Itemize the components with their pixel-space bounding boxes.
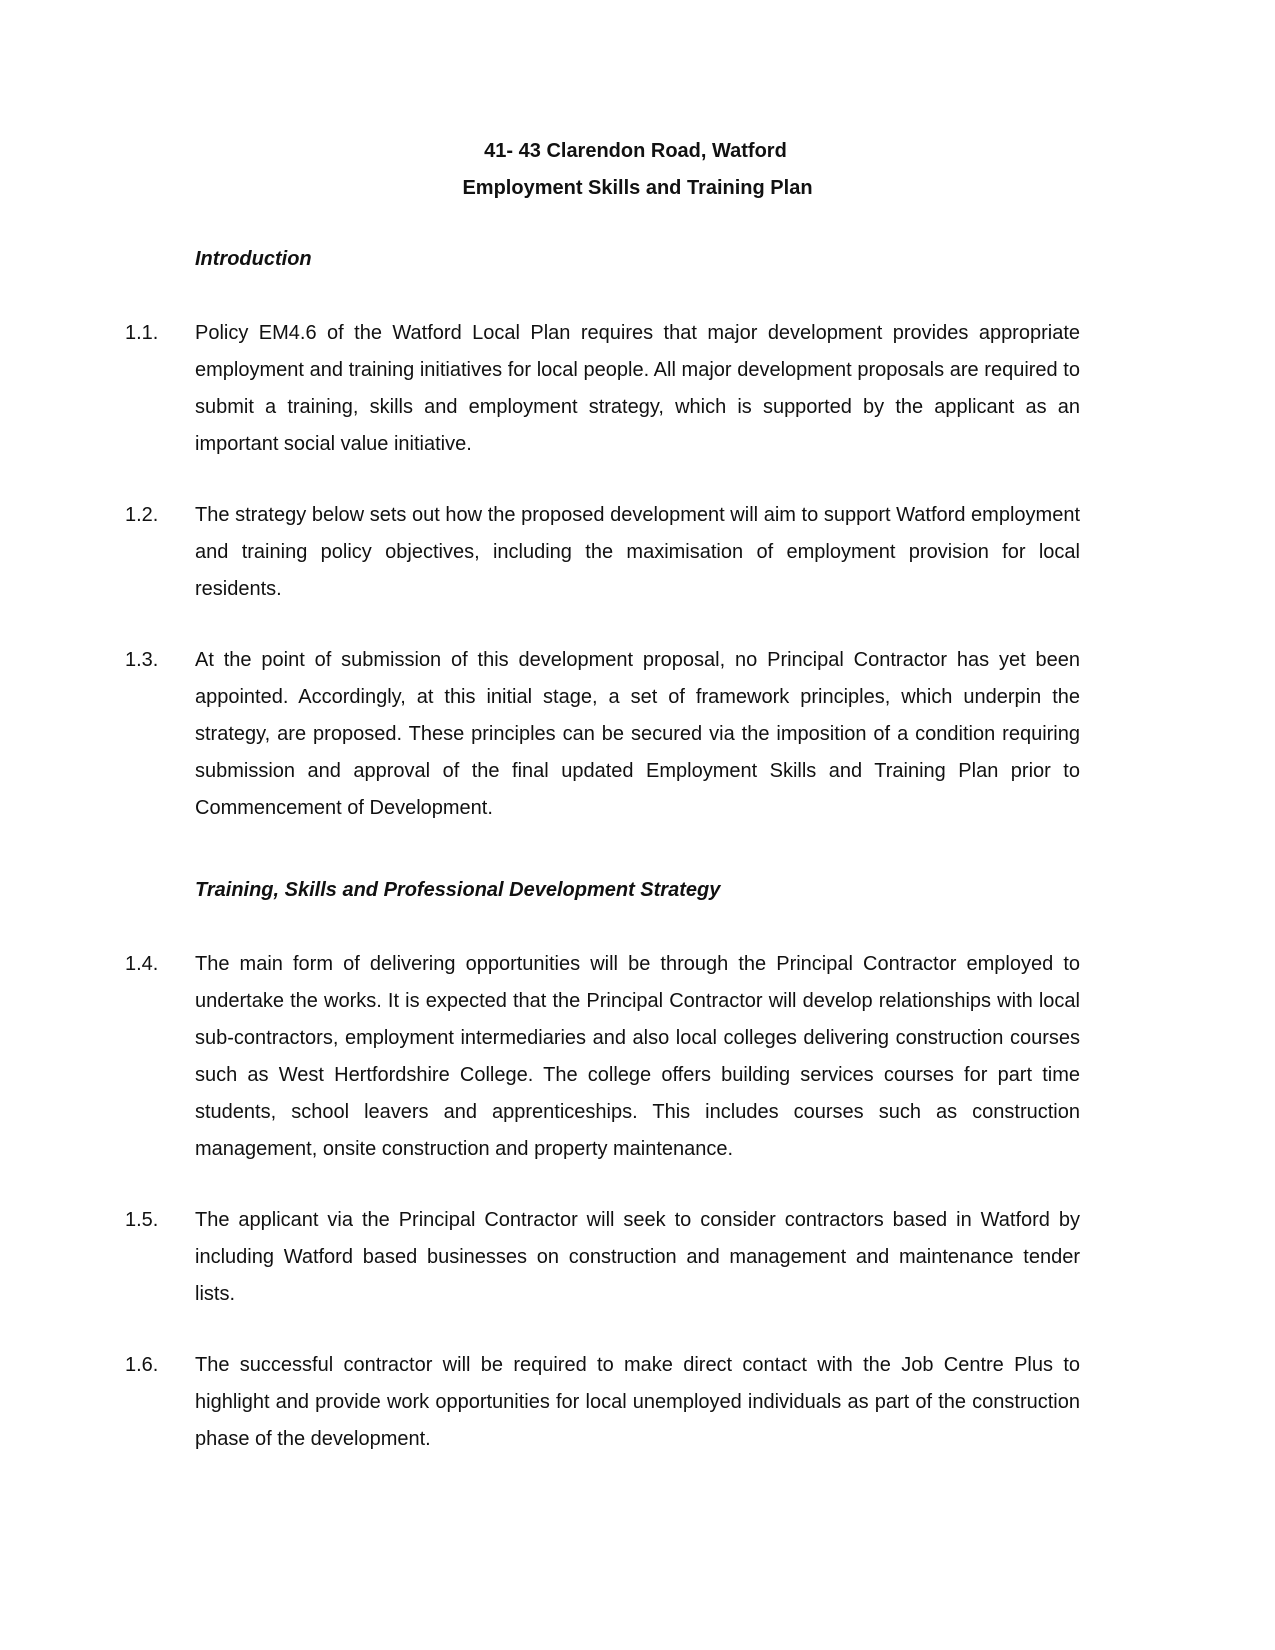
paragraph-number: 1.1. xyxy=(125,322,159,344)
paragraph-text: The successful contractor will be required to make direct contact with the Job Centre Plus to highlight and provide work opportunities for local unemployed individuals as part of the construction phase of the development. xyxy=(195,1354,1080,1450)
paragraph-number: 1.2. xyxy=(125,504,159,526)
paragraph-number: 1.4. xyxy=(125,953,159,975)
paragraph-text: The applicant via the Principal Contractor will seek to consider contractors based in Watford by including Watford based businesses on construction and management and maintenance tender lists. xyxy=(195,1209,1080,1305)
paragraph-text: The strategy below sets out how the proposed development will aim to support Watford employment and training policy objectives, including the maximisation of employment provision for local residents. xyxy=(195,504,1080,600)
paragraph-number: 1.3. xyxy=(125,649,159,671)
paragraph-text: The main form of delivering opportunities will be through the Principal Contractor employed to undertake the works. It is expected that the Principal Contractor will develop relationships with local sub-contractors, employment intermediaries and also local colleges delivering construction courses such as West Hertfordshire College. The college offers building services courses for part time students, school leavers and apprenticeships. This includes courses such as construction management, onsite construction and property maintenance. xyxy=(195,953,1080,1160)
paragraph-text: Policy EM4.6 of the Watford Local Plan requires that major development provides appropriate employment and training initiatives for local people. All major development proposals are required to submit a training, skills and employment strategy, which is supported by the applicant as an important social value initiative. xyxy=(195,322,1080,455)
paragraph-number: 1.6. xyxy=(125,1354,159,1376)
heading-training-strategy: Training, Skills and Professional Development Strategy xyxy=(195,879,721,901)
heading-introduction: Introduction xyxy=(195,248,312,270)
paragraph-text: At the point of submission of this development proposal, no Principal Contractor has yet been appointed. Accordingly, at this initial stage, a set of framework principles, which underpin the strategy, are proposed. These principles can be secured via the imposition of a condition requiring submission and approval of the final updated Employment Skills and Training Plan prior to Commencement of Development. xyxy=(195,649,1080,819)
document-title xyxy=(0,133,1275,207)
title-address: 41- 43 Clarendon Road, Watford xyxy=(484,140,787,162)
paragraph-number: 1.5. xyxy=(125,1209,159,1231)
title-plan-name: Employment Skills and Training Plan xyxy=(462,177,813,199)
